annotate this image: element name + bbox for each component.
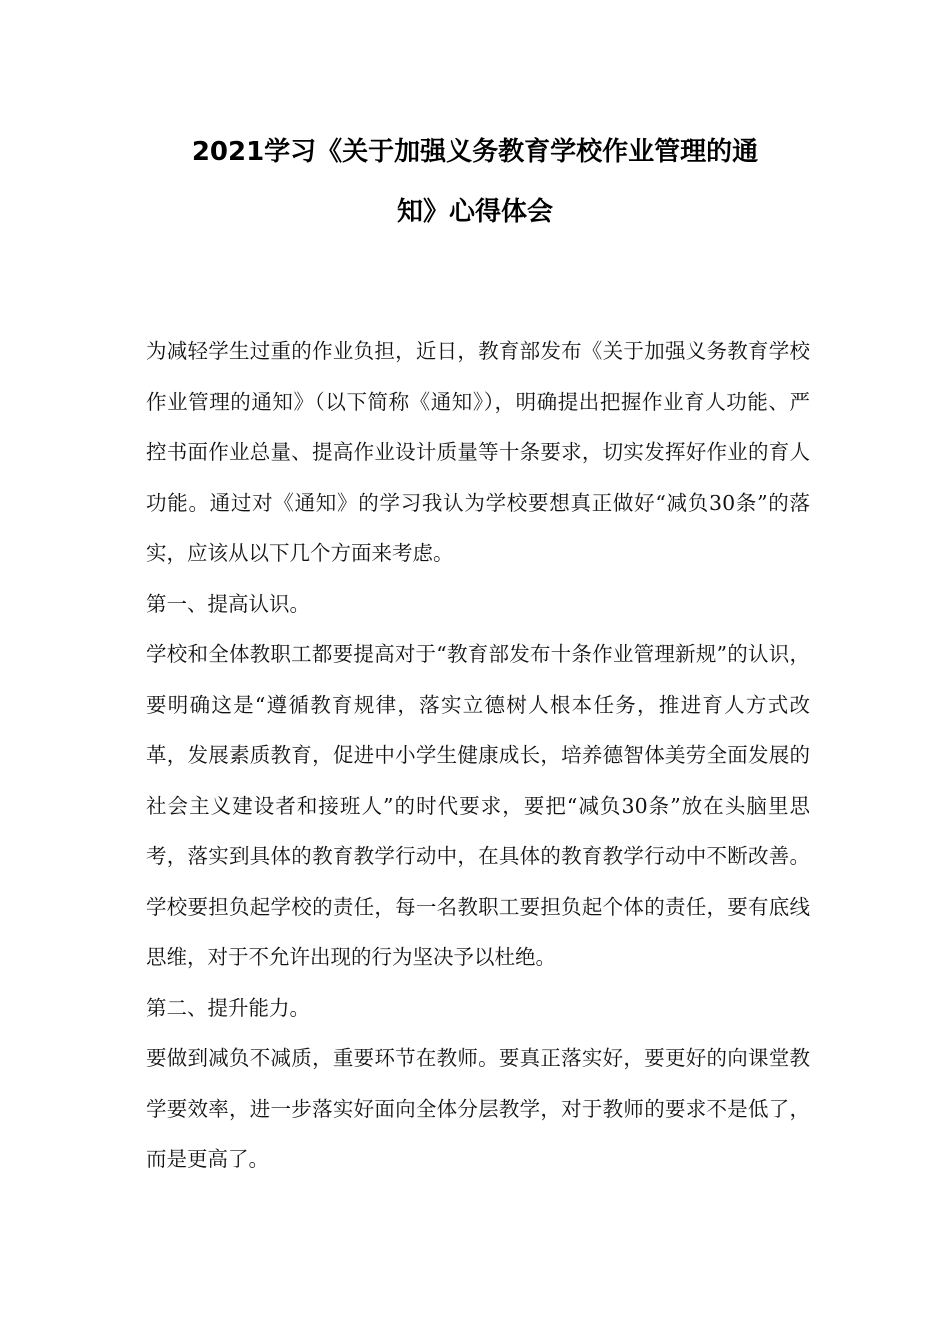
section-heading-1: 第一、提高认识。 bbox=[146, 591, 310, 616]
title-line-1: 2021学习《关于加强义务教育学校作业管理的通 bbox=[191, 137, 759, 167]
section-1-paragraph: 学校和全体教职工都要提高对于“教育部发布十条作业管理新规”的认识，要明确这是“遵循教育规律，落实立德树人根本任务，推进育人方式改革，发展素质教育，促进中小学生健康成长，培养德智体美劳全面发展的社会主义建设者和接班人”的时代要求，要把“减负30条”放在头脑里思考，落实到具体的教育教学行动中，在具体的教育教学行动中不断改善。学校要担负起学校的责任，每一名教职工要担负起个体的责任，要有底线思维，对于不允许出现的行为坚决予以杜绝。 bbox=[146, 642, 810, 969]
section-heading-2: 第二、提升能力。 bbox=[146, 995, 310, 1020]
document-title bbox=[140, 122, 810, 242]
title-line-2: 知》心得体会 bbox=[396, 197, 553, 227]
document-body bbox=[146, 326, 810, 1185]
section-2-paragraph: 要做到减负不减质，重要环节在教师。要真正落实好，要更好的向课堂教学要效率，进一步落实好面向全体分层教学，对于教师的要求不是低了，而是更高了。 bbox=[146, 1046, 810, 1171]
intro-paragraph: 为减轻学生过重的作业负担，近日，教育部发布《关于加强义务教育学校作业管理的通知》（以下简称《通知》），明确提出把握作业育人功能、严控书面作业总量、提高作业设计质量等十条要求，切实发挥好作业的育人功能。通过对《通知》的学习我认为学校要想真正做好“减负30条”的落实，应该从以下几个方面来考虑。 bbox=[146, 339, 810, 565]
